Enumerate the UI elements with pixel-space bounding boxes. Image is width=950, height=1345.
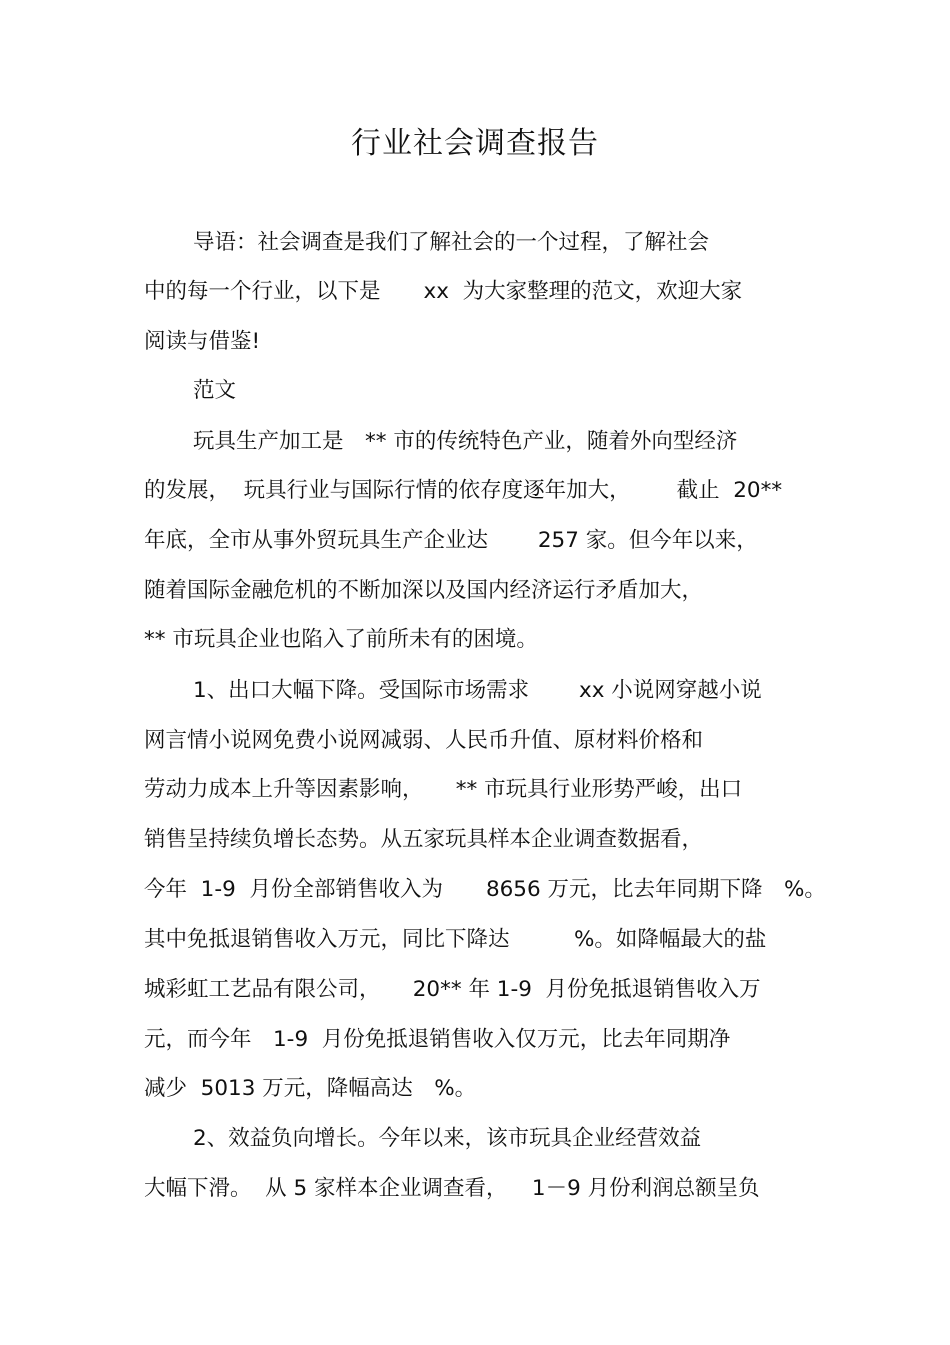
paragraph-line: 今年 1-9 月份全部销售收入为 8656 万元，比去年同期下降 %。 (144, 877, 826, 902)
paragraph-line: 2、效益负向增长。今年以来，该市玩具企业经营效益 (193, 1126, 702, 1151)
paragraph-line: 网言情小说网免费小说网减弱、人民币升值、原材料价格和 (144, 728, 704, 753)
paragraph-line: 劳动力成本上升等因素影响， ** 市玩具行业形势严峻，出口 (144, 777, 743, 802)
paragraph-line: 减少 5013 万元，降幅高达 %。 (144, 1076, 477, 1101)
paragraph-line: 销售呈持续负增长态势。从五家玩具样本企业调查数据看， (144, 827, 704, 852)
paragraph-line: 其中免抵退销售收入万元，同比下降达 %。如降幅最大的盐 (144, 927, 767, 952)
paragraph-line: 阅读与借鉴! (144, 329, 261, 354)
paragraph-line: 的发展， 玩具行业与国际行情的依存度逐年加大， 截止 20** (144, 478, 783, 503)
paragraph-line: 年底，全市从事外贸玩具生产企业达 257 家。但今年以来， (144, 528, 758, 553)
paragraph-line: 大幅下滑。 从 5 家样本企业调查看， 1－9 月份利润总额呈负 (144, 1176, 760, 1201)
paragraph-line: 随着国际金融危机的不断加深以及国内经济运行矛盾加大， (144, 578, 704, 603)
paragraph-line: 城彩虹工艺品有限公司， 20** 年 1-9 月份免抵退销售收入万 (144, 977, 761, 1002)
paragraph-line: 1、出口大幅下降。受国际市场需求 xx 小说网穿越小说 (193, 678, 762, 703)
document-title: 行业社会调查报告 (351, 126, 599, 161)
paragraph-line: 导语：社会调查是我们了解社会的一个过程，了解社会 (193, 230, 710, 255)
paragraph-line: 元，而今年 1-9 月份免抵退销售收入仅万元，比去年同期净 (144, 1027, 731, 1052)
paragraph-line: ** 市玩具企业也陷入了前所未有的困境。 (144, 627, 538, 652)
paragraph-line: 范文 (193, 378, 237, 403)
paragraph-line: 中的每一个行业，以下是 xx 为大家整理的范文，欢迎大家 (144, 279, 743, 304)
paragraph-line: 玩具生产加工是 ** 市的传统特色产业，随着外向型经济 (193, 429, 738, 454)
